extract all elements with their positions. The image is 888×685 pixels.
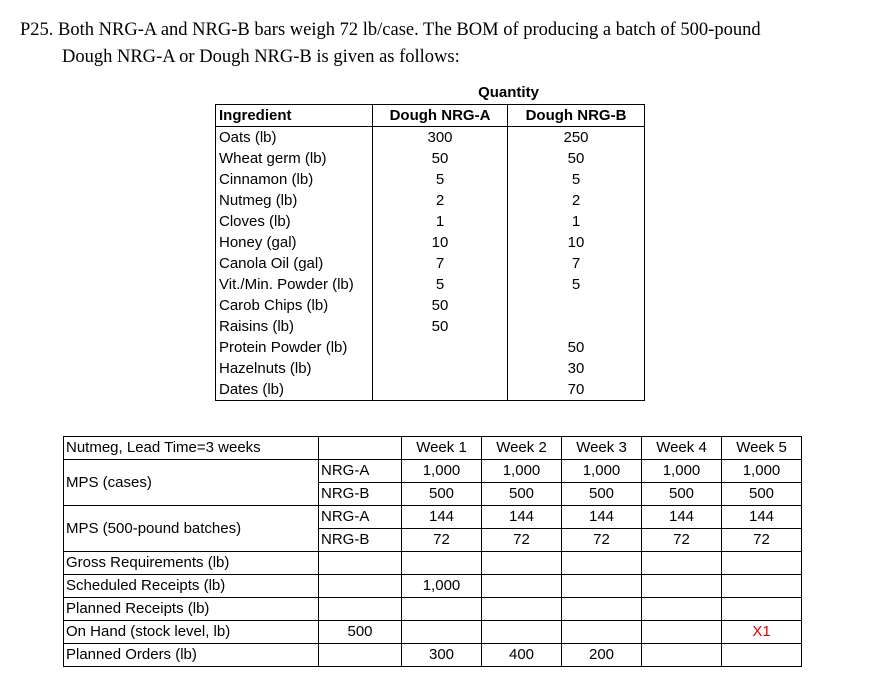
mrp-cell: 200 [562,644,642,667]
mrp-cell [482,552,562,575]
mps-cases-label: MPS (cases) [64,460,319,506]
mrp-cell [482,598,562,621]
dough-b-header: Dough NRG-B [508,105,645,127]
ingredient-name: Hazelnuts (lb) [216,358,373,379]
dough-b-qty: 2 [508,190,645,211]
dough-a-qty [373,379,508,401]
mrp-cell [562,552,642,575]
mps-cell: 500 [482,483,562,506]
mrp-cell [562,621,642,644]
mrp-initial-cell [319,575,402,598]
dough-b-qty: 5 [508,274,645,295]
mrp-cell [642,621,722,644]
bom-column-header-row [216,105,645,127]
product-label: NRG-A [319,460,402,483]
bom-table [215,82,645,401]
mps-table [63,436,802,667]
mps-cell: 144 [562,506,642,529]
ingredient-name: Canola Oil (gal) [216,253,373,274]
bom-row [216,211,645,232]
ingredient-name: Honey (gal) [216,232,373,253]
mrp-cell: 400 [482,644,562,667]
mrp-cell [722,644,802,667]
mps-cell: 1,000 [562,460,642,483]
mps-cell: 1,000 [722,460,802,483]
dough-a-qty: 5 [373,169,508,190]
mps-cell: 500 [402,483,482,506]
mrp-cell [722,598,802,621]
mrp-initial-cell [319,552,402,575]
mrp-cell [642,575,722,598]
bom-row [216,379,645,401]
dough-a-qty [373,358,508,379]
mps-batches-label: MPS (500-pound batches) [64,506,319,552]
mrp-row [64,598,802,621]
mps-cell: 72 [642,529,722,552]
dough-b-qty: 7 [508,253,645,274]
mps-cell: 144 [402,506,482,529]
unknown-x1-cell: X1 [722,621,802,644]
dough-b-qty [508,295,645,316]
mps-cell: 500 [722,483,802,506]
mps-cell: 72 [402,529,482,552]
mps-title: Nutmeg, Lead Time=3 weeks [64,437,319,460]
product-label: NRG-A [319,506,402,529]
week-header: Week 3 [562,437,642,460]
ingredient-name: Oats (lb) [216,127,373,149]
mrp-cell [642,644,722,667]
dough-b-qty: 5 [508,169,645,190]
dough-b-qty: 50 [508,148,645,169]
bom-row [216,148,645,169]
dough-b-qty: 70 [508,379,645,401]
quantity-header: Quantity [478,84,539,101]
mps-cell: 500 [562,483,642,506]
mps-cell: 144 [642,506,722,529]
mps-cell: 72 [722,529,802,552]
dough-b-qty: 250 [508,127,645,149]
mrp-row [64,644,802,667]
mps-cases-a-row [64,460,802,483]
ingredient-name: Vit./Min. Powder (lb) [216,274,373,295]
week-header: Week 4 [642,437,722,460]
bom-row [216,274,645,295]
mrp-cell [562,598,642,621]
bom-row [216,316,645,337]
bom-quantity-header-row [216,82,645,105]
bom-row [216,169,645,190]
dough-a-qty: 5 [373,274,508,295]
bom-row [216,253,645,274]
ingredient-name: Cloves (lb) [216,211,373,232]
mrp-cell [402,598,482,621]
mrp-cell [402,552,482,575]
mrp-row-label: Planned Receipts (lb) [64,598,319,621]
mrp-cell: 300 [402,644,482,667]
dough-a-qty: 50 [373,295,508,316]
mrp-row [64,575,802,598]
ingredient-name: Nutmeg (lb) [216,190,373,211]
dough-b-qty: 50 [508,337,645,358]
ingredient-name: Protein Powder (lb) [216,337,373,358]
bom-row [216,232,645,253]
dough-b-qty: 1 [508,211,645,232]
dough-a-qty: 50 [373,148,508,169]
mrp-initial-cell: 500 [319,621,402,644]
dough-b-qty [508,316,645,337]
mrp-row [64,552,802,575]
mrp-row-label: On Hand (stock level, lb) [64,621,319,644]
dough-a-qty: 2 [373,190,508,211]
dough-a-qty: 1 [373,211,508,232]
ingredient-name: Wheat germ (lb) [216,148,373,169]
mps-cell: 72 [562,529,642,552]
mrp-cell [402,621,482,644]
bom-row [216,127,645,149]
mrp-row-label: Scheduled Receipts (lb) [64,575,319,598]
product-label: NRG-B [319,483,402,506]
bom-row [216,358,645,379]
mrp-row-label: Planned Orders (lb) [64,644,319,667]
ingredient-header: Ingredient [216,105,373,127]
problem-statement [20,17,870,71]
mps-cell: 1,000 [642,460,722,483]
mps-cell: 72 [482,529,562,552]
mrp-cell: 1,000 [402,575,482,598]
mps-header-blank [319,437,402,460]
mrp-row [64,621,802,644]
mrp-cell [722,575,802,598]
dough-a-qty: 7 [373,253,508,274]
mrp-initial-cell [319,598,402,621]
bom-row [216,337,645,358]
mrp-cell [642,598,722,621]
mrp-cell [482,575,562,598]
week-header: Week 5 [722,437,802,460]
mps-cell: 144 [722,506,802,529]
mps-cell: 1,000 [482,460,562,483]
mps-cell: 500 [642,483,722,506]
week-header: Week 1 [402,437,482,460]
mps-cell: 1,000 [402,460,482,483]
mrp-initial-cell [319,644,402,667]
dough-a-qty [373,337,508,358]
mps-batches-a-row [64,506,802,529]
mrp-cell [482,621,562,644]
dough-a-header: Dough NRG-A [373,105,508,127]
mrp-cell [642,552,722,575]
mrp-cell [562,575,642,598]
mrp-row-label: Gross Requirements (lb) [64,552,319,575]
ingredient-name: Dates (lb) [216,379,373,401]
bom-row [216,190,645,211]
dough-b-qty: 30 [508,358,645,379]
week-header: Week 2 [482,437,562,460]
product-label: NRG-B [319,529,402,552]
dough-a-qty: 50 [373,316,508,337]
mps-header-row [64,437,802,460]
dough-a-qty: 10 [373,232,508,253]
mps-cell: 144 [482,506,562,529]
ingredient-name: Raisins (lb) [216,316,373,337]
dough-a-qty: 300 [373,127,508,149]
problem-line-1: P25. Both NRG-A and NRG-B bars weigh 72 lb/case. The BOM of producing a batch of 500-pound [20,20,761,40]
mrp-cell [722,552,802,575]
problem-line-2: Dough NRG-A or Dough NRG-B is given as follows: [62,47,460,67]
bom-row [216,295,645,316]
ingredient-name: Cinnamon (lb) [216,169,373,190]
dough-b-qty: 10 [508,232,645,253]
ingredient-name: Carob Chips (lb) [216,295,373,316]
